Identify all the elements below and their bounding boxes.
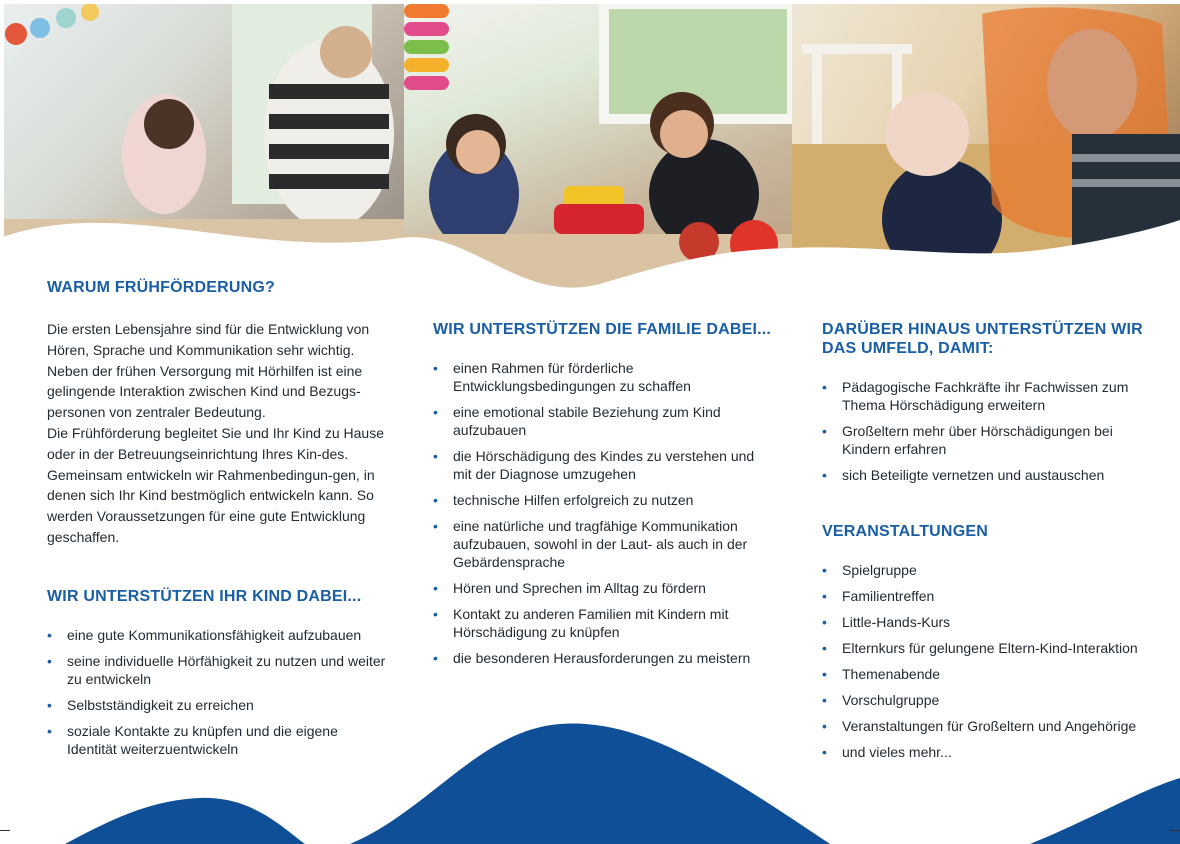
heading-umfeld: DARÜBER HINAUS UNTERSTÜTZEN WIR DAS UMFELD, DAMIT:: [822, 321, 1143, 357]
list-item: • die besonderen Herausforderungen zu meistern: [433, 649, 773, 667]
heading-warum-fruehfoerderung: WARUM FRÜHFÖRDERUNG?: [47, 279, 275, 296]
heading-familie: WIR UNTERSTÜTZEN DIE FAMILIE DABEI...: [433, 321, 772, 338]
list-item: • Elternkurs für gelungene Eltern-Kind-Interaktion: [822, 639, 1152, 657]
list-kind: [47, 626, 387, 758]
list-item: • soziale Kontakte zu knüpfen und die eigene Identität weiterzuentwickeln: [47, 722, 387, 758]
list-item: • die Hörschädigung des Kindes zu verstehen und mit der Diagnose umzugehen: [433, 447, 773, 483]
heading-veranstaltungen: VERANSTALTUNGEN: [822, 523, 988, 540]
list-umfeld: [822, 378, 1152, 484]
list-item: • Hören und Sprechen im Alltag zu fördern: [433, 579, 773, 597]
list-item: • Großeltern mehr über Hörschädigungen bei Kindern erfahren: [822, 422, 1152, 458]
list-item: • Vorschulgruppe: [822, 691, 1152, 709]
list-veranstaltungen: [822, 561, 1152, 761]
list-item: • Selbstständigkeit zu erreichen: [47, 696, 387, 714]
list-item: • technische Hilfen erfolgreich zu nutzen: [433, 491, 773, 509]
column-left: [47, 278, 387, 766]
list-item: • Spielgruppe: [822, 561, 1152, 579]
list-item: • einen Rahmen für förderliche Entwicklungsbedingungen zu schaffen: [433, 359, 773, 395]
list-item: • Little-Hands-Kurs: [822, 613, 1152, 631]
list-item: • eine natürliche und tragfähige Kommunikation aufzubauen, sowohl in der Laut- als auch in der Gebärdensprache: [433, 517, 773, 571]
column-right: [822, 320, 1152, 769]
list-item: • Veranstaltungen für Großeltern und Angehörige: [822, 717, 1152, 735]
list-item: • eine emotional stabile Beziehung zum Kind aufzubauen: [433, 403, 773, 439]
list-item: • Kontakt zu anderen Familien mit Kindern mit Hörschädigung zu knüpfen: [433, 605, 773, 641]
crop-mark: [1170, 830, 1180, 841]
list-item: • und vieles mehr...: [822, 743, 1152, 761]
column-middle: [433, 320, 773, 675]
list-item: • sich Beteiligte vernetzen und austauschen: [822, 466, 1152, 484]
list-item: • Familientreffen: [822, 587, 1152, 605]
heading-kind: WIR UNTERSTÜTZEN IHR KIND DABEI...: [47, 587, 362, 605]
list-item: • Themenabende: [822, 665, 1152, 683]
list-item: • seine individuelle Hörfähigkeit zu nutzen und weiter zu entwickeln: [47, 652, 387, 688]
list-item: • Pädagogische Fachkräfte ihr Fachwissen zum Thema Hörschädigung erweitern: [822, 378, 1152, 414]
list-familie: [433, 359, 773, 667]
intro-paragraph: Die ersten Lebensjahre sind für die Entwicklung von Hören, Sprache und Kommunikation sehr wichtig. Neben der frühen Versorgung mit Hörhilfen ist eine gelingende Interaktion zwischen Kind und Bezugs-personen von zentraler Bedeutung. Die Frühförderung begleitet Sie und Ihr Kind zu Hause oder in der Betreuungseinrichtung Ihres Kin-des. Gemeinsam entwickeln wir Rahmenbedingun-gen, in denen sich Ihr Kind bestmöglich entwickeln kann. So werden Voraussetzungen für eine gute Entwicklung geschaffen.: [47, 321, 384, 545]
crop-mark: [0, 830, 10, 841]
list-item: • eine gute Kommunikationsfähigkeit aufzubauen: [47, 626, 387, 644]
